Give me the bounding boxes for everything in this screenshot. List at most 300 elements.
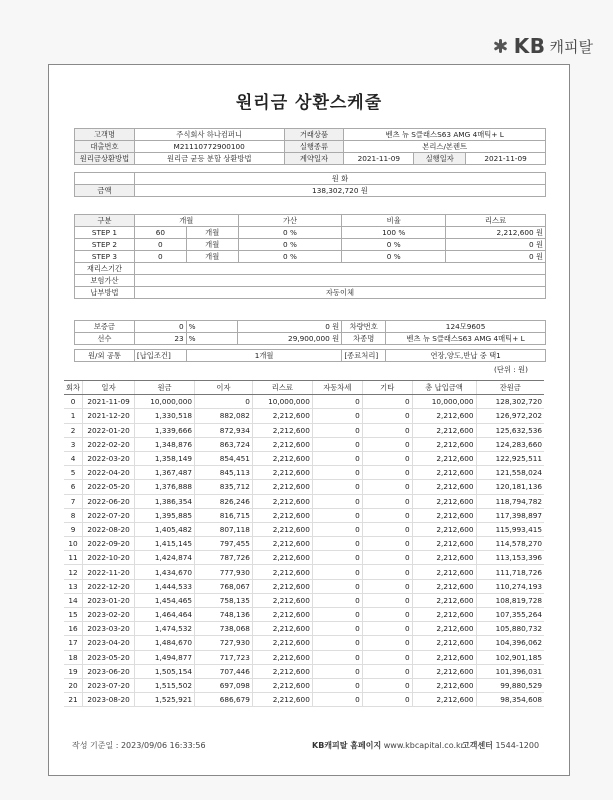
table-cell: 0 [312, 423, 362, 437]
table-cell: 2,212,600 [412, 678, 476, 692]
table-cell: 707,446 [195, 664, 253, 678]
table-cell: 1,386,354 [135, 494, 195, 508]
table-cell: 0 [312, 650, 362, 664]
table-cell: 807,118 [195, 522, 253, 536]
table-cell: 0 [312, 494, 362, 508]
table-cell: 697,098 [195, 678, 253, 692]
table-row [64, 437, 544, 451]
table-cell: 1,494,877 [135, 650, 195, 664]
homepage-label: KB캐피탈 홈페이지 [312, 741, 382, 750]
table-row [64, 537, 544, 551]
product-label: 거래상품 [284, 129, 344, 141]
table-cell: 4 [64, 451, 83, 465]
table-cell: 0 [362, 608, 412, 622]
steps-header-months: 개월 [134, 215, 238, 227]
table-cell: 0 [312, 522, 362, 536]
table-cell: 118,794,782 [476, 494, 544, 508]
deposit-label: 보증금 [75, 321, 135, 333]
step-months: 60 [134, 227, 186, 239]
table-cell: 2,212,600 [252, 423, 312, 437]
contract-date-label: 계약일자 [284, 153, 344, 165]
table-cell: 0 [362, 466, 412, 480]
step-name: STEP 1 [75, 227, 135, 239]
table-row [64, 693, 544, 707]
table-cell: 0 [312, 678, 362, 692]
table-cell: 1,515,502 [135, 678, 195, 692]
amount-value: 138,302,720 원 [134, 185, 545, 197]
table-cell: 1,454,465 [135, 593, 195, 607]
table-cell: 2,212,600 [412, 423, 476, 437]
step-fee: 0 원 [446, 251, 546, 263]
table-cell: 10,000,000 [135, 395, 195, 409]
table-cell: 0 [312, 664, 362, 678]
table-cell: 17 [64, 636, 83, 650]
table-cell: 2023-08-20 [83, 693, 135, 707]
customer-value: 주식회사 하나컴퍼니 [134, 129, 284, 141]
col-header: 이자 [195, 381, 253, 395]
end-proc-label: [종료처리] [342, 350, 386, 362]
loan-no-label: 대출번호 [75, 141, 135, 153]
step-fee: 2,212,600 원 [446, 227, 546, 239]
kb-capital-logo [490, 34, 593, 58]
table-cell: 114,578,270 [476, 537, 544, 551]
table-cell: 9 [64, 522, 83, 536]
table-cell: 2,212,600 [412, 451, 476, 465]
table-cell: 738,068 [195, 622, 253, 636]
table-cell: 2,212,600 [252, 636, 312, 650]
table-cell: 1,444,533 [135, 579, 195, 593]
table-cell: 2022-05-20 [83, 480, 135, 494]
steps-table [74, 214, 546, 299]
table-cell: 113,153,396 [476, 551, 544, 565]
insurance-label: 보험가산 [75, 275, 135, 287]
table-cell: 125,632,536 [476, 423, 544, 437]
table-cell: 2,212,600 [412, 664, 476, 678]
contract-date-value: 2021-11-09 [344, 153, 414, 165]
table-cell: 0 [312, 451, 362, 465]
table-cell: 863,724 [195, 437, 253, 451]
advance-pct-unit: % [186, 333, 238, 345]
table-row [64, 608, 544, 622]
table-row [64, 409, 544, 423]
table-cell: 2,212,600 [412, 622, 476, 636]
table-cell: 124,283,660 [476, 437, 544, 451]
table-cell: 120,181,136 [476, 480, 544, 494]
table-cell: 20 [64, 678, 83, 692]
step-unit: 개월 [186, 251, 238, 263]
advance-pct: 23 [134, 333, 186, 345]
table-row [64, 451, 544, 465]
table-row [64, 423, 544, 437]
table-cell: 816,715 [195, 508, 253, 522]
table-cell: 1,348,876 [135, 437, 195, 451]
table-cell: 21 [64, 693, 83, 707]
table-cell: 845,113 [195, 466, 253, 480]
deposit-table [74, 320, 546, 345]
repay-method-label: 원리금상환방법 [75, 153, 135, 165]
table-cell: 0 [312, 608, 362, 622]
table-cell: 777,930 [195, 565, 253, 579]
table-cell: 2,212,600 [412, 579, 476, 593]
steps-header-type: 구분 [75, 215, 135, 227]
table-cell: 797,455 [195, 537, 253, 551]
step-add: 0 % [238, 239, 342, 251]
col-header: 자동차세 [312, 381, 362, 395]
table-cell: 2,212,600 [252, 522, 312, 536]
page-title: 원리금 상환스케줄 [235, 93, 383, 113]
table-cell: 2022-06-20 [83, 494, 135, 508]
table-cell: 2,212,600 [412, 537, 476, 551]
col-header: 회차 [64, 381, 83, 395]
table-cell: 12 [64, 565, 83, 579]
table-cell: 0 [362, 522, 412, 536]
table-cell: 10,000,000 [412, 395, 476, 409]
table-cell: 0 [362, 664, 412, 678]
table-cell: 8 [64, 508, 83, 522]
table-row [64, 593, 544, 607]
table-cell: 2,212,600 [252, 608, 312, 622]
table-cell: 0 [362, 451, 412, 465]
table-cell: 0 [362, 693, 412, 707]
table-cell: 2,212,600 [252, 565, 312, 579]
table-row [64, 622, 544, 636]
table-cell: 2023-06-20 [83, 664, 135, 678]
table-cell: 1,358,149 [135, 451, 195, 465]
vehicle-no-label: 차량번호 [342, 321, 386, 333]
step-ratio: 0 % [342, 239, 446, 251]
table-cell: 0 [362, 480, 412, 494]
table-cell: 787,726 [195, 551, 253, 565]
table-cell: 104,396,062 [476, 636, 544, 650]
step-name: STEP 3 [75, 251, 135, 263]
step-fee: 0 원 [446, 239, 546, 251]
table-cell: 0 [312, 508, 362, 522]
table-cell: 2 [64, 423, 83, 437]
table-cell: 2,212,600 [252, 508, 312, 522]
table-cell: 2022-10-20 [83, 551, 135, 565]
table-cell: 0 [312, 622, 362, 636]
step-months: 0 [134, 239, 186, 251]
table-cell: 0 [362, 494, 412, 508]
table-cell: 2022-11-20 [83, 565, 135, 579]
table-cell: 2,212,600 [412, 608, 476, 622]
table-cell: 2022-04-20 [83, 466, 135, 480]
table-cell: 0 [312, 437, 362, 451]
exec-date-value: 2021-11-09 [466, 153, 546, 165]
steps-header-add: 가산 [238, 215, 342, 227]
deposit-pct: 0 [134, 321, 186, 333]
steps-header-fee: 리스료 [446, 215, 546, 227]
table-cell: 2023-05-20 [83, 650, 135, 664]
end-proc-value: 연장,양도,반납 중 택1 [386, 350, 546, 362]
table-cell: 2,212,600 [252, 480, 312, 494]
table-cell: 1,474,532 [135, 622, 195, 636]
table-cell: 0 [362, 423, 412, 437]
table-cell: 2,212,600 [252, 494, 312, 508]
payment-method-label: 납부방법 [75, 287, 135, 299]
table-cell: 2,212,600 [412, 565, 476, 579]
table-cell: 1,376,888 [135, 480, 195, 494]
table-row [64, 636, 544, 650]
deposit-pct-unit: % [186, 321, 238, 333]
step-add: 0 % [238, 251, 342, 263]
table-cell: 0 [312, 565, 362, 579]
table-cell: 98,354,608 [476, 693, 544, 707]
exec-type-value: 본리스/본렌트 [344, 141, 546, 153]
table-cell: 1 [64, 409, 83, 423]
repay-method-value: 원리금 균등 분할 상환방법 [134, 153, 284, 165]
table-row [64, 466, 544, 480]
relisting-label: 재리스기간 [75, 263, 135, 275]
table-cell: 1,434,670 [135, 565, 195, 579]
table-cell: 2,212,600 [252, 451, 312, 465]
table-cell: 0 [362, 579, 412, 593]
schedule-header-row [64, 381, 544, 395]
table-cell: 2023-01-20 [83, 593, 135, 607]
table-row [64, 551, 544, 565]
exec-date-label: 실행일자 [414, 153, 466, 165]
customer-center [462, 740, 539, 751]
table-cell: 101,396,031 [476, 664, 544, 678]
table-cell: 717,723 [195, 650, 253, 664]
table-cell: 1,405,482 [135, 522, 195, 536]
table-cell: 1,367,487 [135, 466, 195, 480]
table-row [64, 664, 544, 678]
table-cell: 2,212,600 [252, 693, 312, 707]
table-cell: 0 [64, 395, 83, 409]
table-cell: 126,972,202 [476, 409, 544, 423]
step-add: 0 % [238, 227, 342, 239]
vehicle-name-label: 차종명 [342, 333, 386, 345]
steps-header-ratio: 비율 [342, 215, 446, 227]
table-cell: 2021-12-20 [83, 409, 135, 423]
table-cell: 2022-07-20 [83, 508, 135, 522]
customer-label: 고객명 [75, 129, 135, 141]
principal-table [74, 172, 546, 197]
table-cell: 128,302,720 [476, 395, 544, 409]
table-cell: 0 [195, 395, 253, 409]
table-cell: 10 [64, 537, 83, 551]
kb-star-icon [490, 36, 510, 56]
table-cell: 0 [362, 650, 412, 664]
table-cell: 0 [312, 636, 362, 650]
table-cell: 748,136 [195, 608, 253, 622]
table-cell: 0 [312, 466, 362, 480]
table-cell: 2022-01-20 [83, 423, 135, 437]
table-cell: 1,339,666 [135, 423, 195, 437]
table-row [64, 395, 544, 409]
table-cell: 0 [362, 565, 412, 579]
table-cell: 0 [362, 508, 412, 522]
table-cell: 107,355,264 [476, 608, 544, 622]
table-cell: 2022-03-20 [83, 451, 135, 465]
table-cell: 2,212,600 [412, 636, 476, 650]
col-header: 일자 [83, 381, 135, 395]
table-cell: 2,212,600 [252, 678, 312, 692]
table-row [64, 508, 544, 522]
customer-center-label: 고객센터 [462, 741, 493, 750]
advance-label: 선수 [75, 333, 135, 345]
table-cell: 108,819,728 [476, 593, 544, 607]
table-cell: 2,212,600 [412, 409, 476, 423]
table-cell: 19 [64, 664, 83, 678]
table-cell: 2,212,600 [252, 579, 312, 593]
table-cell: 2022-09-20 [83, 537, 135, 551]
table-cell: 0 [362, 636, 412, 650]
step-name: STEP 2 [75, 239, 135, 251]
table-cell: 2,212,600 [412, 466, 476, 480]
table-cell: 768,067 [195, 579, 253, 593]
table-row [64, 522, 544, 536]
table-cell: 2,212,600 [412, 522, 476, 536]
table-cell: 0 [312, 537, 362, 551]
col-header: 잔원금 [476, 381, 544, 395]
table-cell: 1,395,885 [135, 508, 195, 522]
table-cell: 7 [64, 494, 83, 508]
table-cell: 2,212,600 [252, 466, 312, 480]
table-cell: 115,993,415 [476, 522, 544, 536]
amount-label: 금액 [75, 185, 135, 197]
vehicle-name-value: 벤츠 뉴 S클래스S63 AMG 4매틱+ L [386, 333, 546, 345]
pay-cond-value: 1개월 [186, 350, 341, 362]
table-cell: 110,274,193 [476, 579, 544, 593]
product-value: 벤츠 뉴 S클래스S63 AMG 4매틱+ L [344, 129, 546, 141]
table-cell: 0 [362, 409, 412, 423]
table-cell: 2,212,600 [412, 593, 476, 607]
table-cell: 758,135 [195, 593, 253, 607]
table-row [64, 678, 544, 692]
table-cell: 15 [64, 608, 83, 622]
table-cell: 16 [64, 622, 83, 636]
table-cell: 0 [312, 551, 362, 565]
table-cell: 0 [362, 437, 412, 451]
table-cell: 1,415,145 [135, 537, 195, 551]
table-row [64, 480, 544, 494]
table-cell: 2023-02-20 [83, 608, 135, 622]
table-row [64, 494, 544, 508]
customer-center-phone: 1544-1200 [495, 741, 540, 750]
table-cell: 686,679 [195, 693, 253, 707]
col-header: 리스료 [252, 381, 312, 395]
table-cell: 2,212,600 [252, 622, 312, 636]
table-cell: 121,558,024 [476, 466, 544, 480]
table-cell: 0 [362, 395, 412, 409]
table-cell: 117,398,897 [476, 508, 544, 522]
table-cell: 2,212,600 [412, 480, 476, 494]
table-cell: 0 [312, 593, 362, 607]
table-cell: 102,901,185 [476, 650, 544, 664]
table-cell: 1,330,518 [135, 409, 195, 423]
table-cell: 14 [64, 593, 83, 607]
table-cell: 2,212,600 [252, 650, 312, 664]
table-cell: 5 [64, 466, 83, 480]
table-row [64, 579, 544, 593]
table-cell: 2022-12-20 [83, 579, 135, 593]
table-cell: 2,212,600 [252, 593, 312, 607]
info-table [74, 128, 546, 153]
table-row [64, 565, 544, 579]
col-header: 원금 [135, 381, 195, 395]
table-cell: 10,000,000 [252, 395, 312, 409]
table-cell: 2022-08-20 [83, 522, 135, 536]
table-cell: 0 [312, 480, 362, 494]
pay-cond-label: [납입조건] [134, 350, 186, 362]
table-cell: 111,718,726 [476, 565, 544, 579]
currency-label: 원 화 [134, 173, 545, 185]
table-cell: 854,451 [195, 451, 253, 465]
table-cell: 1,424,874 [135, 551, 195, 565]
table-cell: 0 [312, 395, 362, 409]
logo-name: 캐피탈 [549, 37, 593, 56]
table-cell: 0 [362, 622, 412, 636]
table-cell: 0 [312, 579, 362, 593]
step-unit: 개월 [186, 227, 238, 239]
table-cell: 826,246 [195, 494, 253, 508]
table-cell: 2,212,600 [252, 664, 312, 678]
table-cell: 2021-11-09 [83, 395, 135, 409]
table-cell: 6 [64, 480, 83, 494]
table-cell: 872,934 [195, 423, 253, 437]
table-row [64, 650, 544, 664]
step-unit: 개월 [186, 239, 238, 251]
col-header: 기타 [362, 381, 412, 395]
table-cell: 2,212,600 [412, 693, 476, 707]
table-cell: 0 [362, 537, 412, 551]
table-cell: 13 [64, 579, 83, 593]
won-common-label: 원/외 공통 [75, 350, 135, 362]
homepage-url[interactable]: www.kbcapital.co.kr [383, 741, 464, 750]
schedule-table [64, 380, 544, 707]
table-cell: 1,464,464 [135, 608, 195, 622]
vehicle-no-value: 124모9605 [386, 321, 546, 333]
table-cell: 2023-03-20 [83, 622, 135, 636]
step-ratio: 100 % [342, 227, 446, 239]
table-cell: 122,925,511 [476, 451, 544, 465]
col-header: 총 납입금액 [412, 381, 476, 395]
table-cell: 2,212,600 [252, 551, 312, 565]
table-cell: 2,212,600 [252, 409, 312, 423]
table-cell: 882,082 [195, 409, 253, 423]
unit-note: (단위 : 원) [494, 365, 528, 374]
table-cell: 0 [312, 409, 362, 423]
created-date: 작성 기준일 : 2023/09/06 16:33:56 [72, 741, 206, 750]
exec-type-label: 실행종류 [284, 141, 344, 153]
payment-method-value: 자동이체 [134, 287, 545, 299]
step-ratio: 0 % [342, 251, 446, 263]
table-cell: 0 [312, 693, 362, 707]
advance-amount: 29,900,000 원 [238, 333, 342, 345]
table-cell: 0 [362, 593, 412, 607]
step-months: 0 [134, 251, 186, 263]
logo-brand: KB [513, 34, 546, 58]
table-cell: 18 [64, 650, 83, 664]
table-cell: 1,505,154 [135, 664, 195, 678]
table-cell: 3 [64, 437, 83, 451]
table-cell: 2,212,600 [412, 494, 476, 508]
info-table-2 [74, 152, 546, 165]
table-cell: 2,212,600 [252, 537, 312, 551]
table-cell: 2023-04-20 [83, 636, 135, 650]
table-cell: 99,880,529 [476, 678, 544, 692]
table-cell: 2,212,600 [252, 437, 312, 451]
table-cell: 835,712 [195, 480, 253, 494]
table-cell: 0 [362, 551, 412, 565]
loan-no-value: M21110772900100 [134, 141, 284, 153]
table-cell: 2,212,600 [412, 508, 476, 522]
table-cell: 2023-07-20 [83, 678, 135, 692]
table-cell: 2,212,600 [412, 551, 476, 565]
table-cell: 0 [362, 678, 412, 692]
